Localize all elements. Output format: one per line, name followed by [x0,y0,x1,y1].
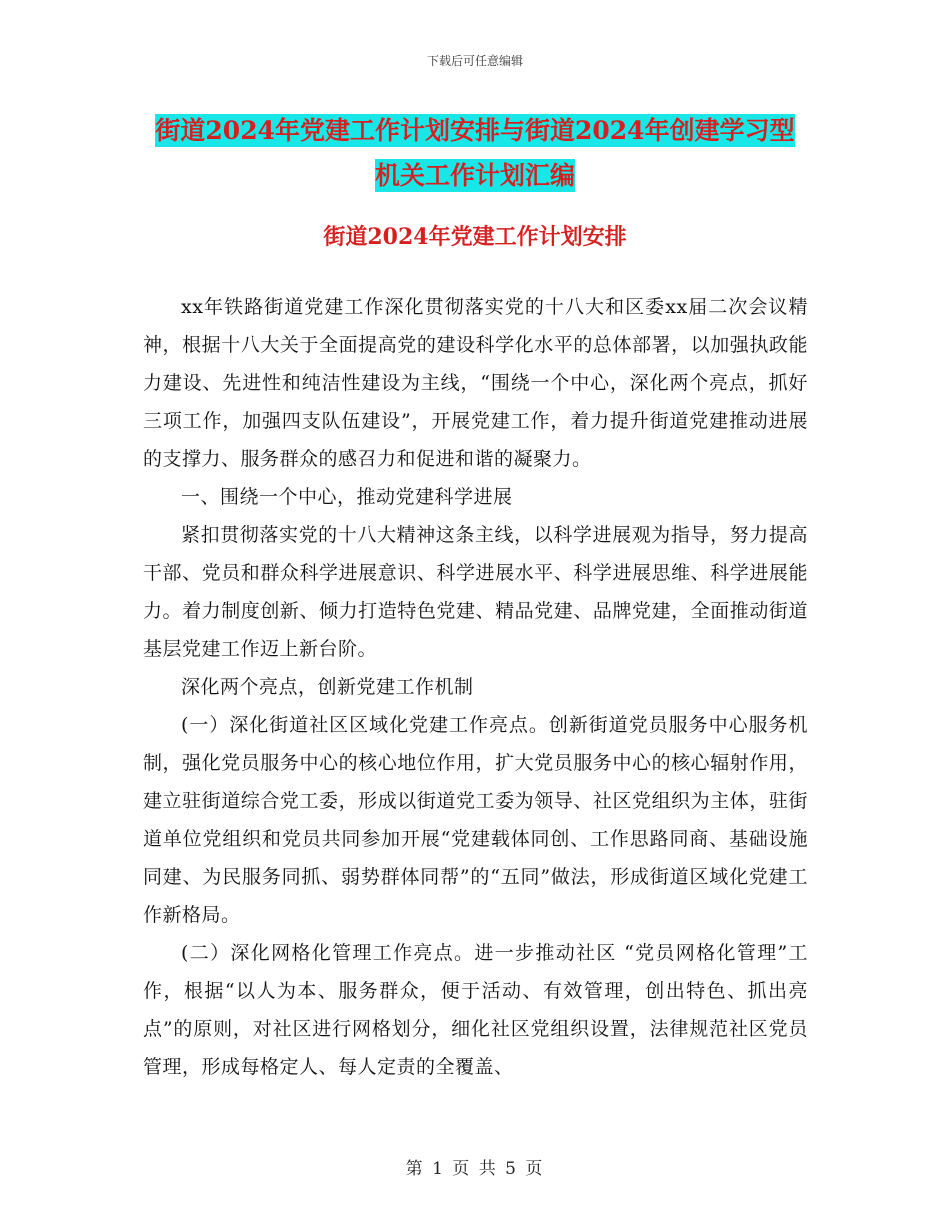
paragraph-one: 紧扣贯彻落实党的十八大精神这条主线，以科学进展观为指导，努力提高干部、党员和群众科学进展意识、科学进展水平、科学进展思维、科学进展能力。着力制度创新、倾力打造特色党建、精品党建、品牌党建，全面推动街道基层党建工作迈上新台阶。 [143,524,808,660]
document-body [143,288,808,1086]
paragraph-two-b: (二）深化网格化管理工作亮点。进一步推动社区 “党员网格化管理”工作，根据“以人为本、服务群众，便于活动、有效管理，创出特色、抓出亮点”的原则，对社区进行网格划分，细化社区党组织设置，法律规范社区党员管理，形成每格定人、每人定责的全覆盖、 [143,942,808,1078]
header-note: 下载后可任意编辑 [426,54,523,68]
heading-one: 一、围绕一个中心，推动党建科学进展 [181,486,513,508]
section-title: 街道2024年党建工作计划安排 [323,224,627,250]
page-footer: 第 1 页 共 5 页 [405,1159,545,1179]
paragraph-two-a: (一）深化街道社区区域化党建工作亮点。创新街道党员服务中心服务机制，强化党员服务中心的核心地位作用，扩大党员服务中心的核心辐射作用，建立驻街道综合党工委，形成以街道党工委为领导、社区党组织为主体，驻街道单位党组织和党员共同参加开展“党建载体同创、工作思路同商、基础设施同建、为民服务同抓、弱势群体同帮”的“五同”做法，形成街道区域化党建工作新格局。 [143,714,808,926]
document-title [150,108,800,198]
heading-two: 深化两个亮点，创新党建工作机制 [181,676,474,698]
document-title-highlight: 街道2024年党建工作计划安排与街道2024年创建学习型机关工作计划汇编 [155,116,795,190]
paragraph-intro: xx年铁路街道党建工作深化贯彻落实党的十八大和区委xx届二次会议精神，根据十八大关于全面提高党的建设科学化水平的总体部署，以加强执政能力建设、先进性和纯洁性建设为主线，“围绕一个中心，深化两个亮点，抓好三项工作，加强四支队伍建设”，开展党建工作，着力提升街道党建推动进展的支撑力、服务群众的感召力和促进和谐的凝聚力。 [143,296,808,470]
